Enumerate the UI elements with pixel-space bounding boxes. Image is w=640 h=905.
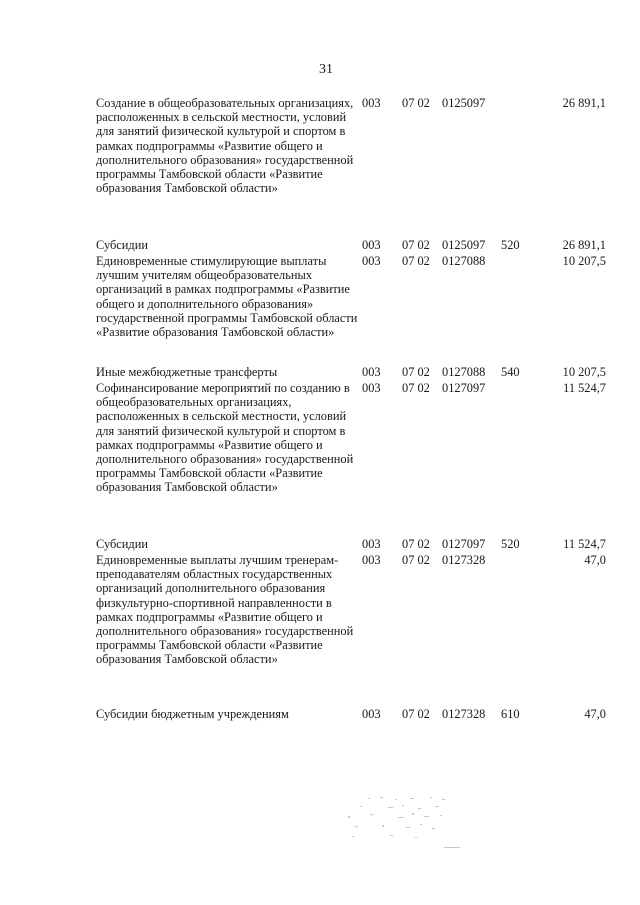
row-expense-type-code: 520 <box>501 537 520 551</box>
row-ministry-code: 003 <box>362 365 381 379</box>
row-section-code: 07 02 <box>402 381 430 395</box>
table-row <box>96 365 606 381</box>
row-section-code: 07 02 <box>402 96 430 110</box>
row-description: Создание в общеобразовательных организациях, расположенных в сельской местности, условий для занятий физической культурой и спортом в рамках подпрограммы «Развитие общего и дополнительного образования» государственной программы Тамбовской области «Развитие образования Тамбовской области» <box>96 96 354 196</box>
row-description: Иные межбюджетные трансферты <box>96 365 278 379</box>
row-description: Субсидии <box>96 537 148 551</box>
table-row <box>96 537 606 553</box>
row-description: Субсидии <box>96 238 148 252</box>
row-amount: 26 891,1 <box>562 238 606 252</box>
row-target-code: 0125097 <box>442 96 486 110</box>
row-section-code: 07 02 <box>402 238 430 252</box>
row-target-code: 0127328 <box>442 553 486 567</box>
row-ministry-code: 003 <box>362 254 381 268</box>
row-target-code: 0127328 <box>442 707 486 721</box>
row-section-code: 07 02 <box>402 365 430 379</box>
row-ministry-code: 003 <box>362 537 381 551</box>
row-section-code: 07 02 <box>402 254 430 268</box>
table-row <box>96 96 606 238</box>
row-description: Единовременные стимулирующие выплаты лучшим учителям общеобразовательных организаций в рамках подпрограммы «Развитие общего и дополнительного образования» государственной программы Тамбовской области «Развитие образования Тамбовской области» <box>96 254 358 340</box>
row-amount: 11 524,7 <box>563 381 606 395</box>
row-amount: 26 891,1 <box>562 96 606 110</box>
row-target-code: 0127097 <box>442 537 486 551</box>
row-target-code: 0125097 <box>442 238 486 252</box>
row-ministry-code: 003 <box>362 707 381 721</box>
row-target-code: 0127097 <box>442 381 486 395</box>
table-row <box>96 707 606 723</box>
row-target-code: 0127088 <box>442 254 486 268</box>
scan-artifact <box>340 792 500 852</box>
row-target-code: 0127088 <box>442 365 486 379</box>
row-section-code: 07 02 <box>402 553 430 567</box>
row-amount: 47,0 <box>584 707 606 721</box>
row-expense-type-code: 610 <box>501 707 520 721</box>
row-amount: 11 524,7 <box>563 537 606 551</box>
table-row <box>96 381 606 537</box>
row-ministry-code: 003 <box>362 553 381 567</box>
row-description: Софинансирование мероприятий по созданию в общеобразовательных организациях, расположенных в сельской местности, условий для занятий физической культурой и спортом в рамках подпрограммы «Развитие общего и дополнительного образования» государственной программы Тамбовской области «Развитие образования Тамбовской области» <box>96 381 354 495</box>
row-description: Субсидии бюджетным учреждениям <box>96 707 289 721</box>
table-row <box>96 254 606 365</box>
row-amount: 10 207,5 <box>562 365 606 379</box>
row-expense-type-code: 520 <box>501 238 520 252</box>
row-ministry-code: 003 <box>362 96 381 110</box>
row-description: Единовременные выплаты лучшим тренерам-преподавателям областных государственных организаций дополнительного образования физкультурно-спортивной направленности в рамках подпрограммы «Развитие общего и дополнительного образования» государственной программы Тамбовской области «Развитие образования Тамбовской области» <box>96 553 354 667</box>
row-expense-type-code: 540 <box>501 365 520 379</box>
table-row <box>96 553 606 707</box>
row-ministry-code: 003 <box>362 381 381 395</box>
row-section-code: 07 02 <box>402 707 430 721</box>
row-section-code: 07 02 <box>402 537 430 551</box>
table-row <box>96 238 606 254</box>
row-amount: 10 207,5 <box>562 254 606 268</box>
page-number: 31 <box>319 62 333 77</box>
row-ministry-code: 003 <box>362 238 381 252</box>
row-amount: 47,0 <box>584 553 606 567</box>
budget-table <box>96 96 606 723</box>
